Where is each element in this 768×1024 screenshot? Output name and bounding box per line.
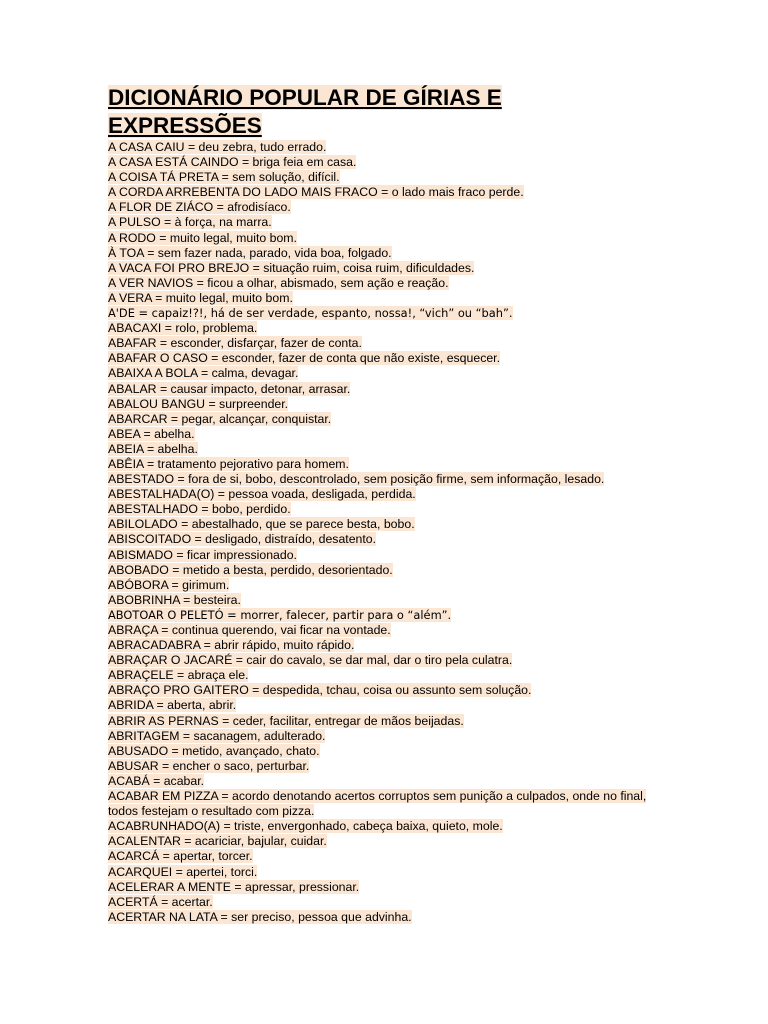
- entry: ABAIXA A BOLA = calma, devagar.: [108, 366, 299, 381]
- entry: ACABÁ = acabar.: [108, 773, 205, 788]
- entry: ABUSAR = encher o saco, perturbar.: [108, 758, 310, 773]
- entry: A VACA FOI PRO BREJO = situação ruim, coisa ruim, dificuldades.: [108, 260, 475, 275]
- entry: A CASA ESTÁ CAINDO = briga feia em casa.: [108, 155, 357, 170]
- entry: ABALAR = causar impacto, detonar, arrasar.: [108, 381, 351, 396]
- entry: ABÓBORA = girimum.: [108, 577, 230, 592]
- entry: ACARQUEI = apertei, torci.: [108, 864, 258, 879]
- entry: ABRAÇELE = abraça ele.: [108, 668, 249, 683]
- entry: A'DE = capaiz!?!, há de ser verdade, espanto, nossa!, “vich” ou “bah”.: [108, 306, 513, 321]
- entry: ACERTÁ = acertar.: [108, 894, 213, 909]
- entry-list: [108, 140, 668, 925]
- entry: ABAFAR = esconder, disfarçar, fazer de conta.: [108, 336, 362, 351]
- entry: ABRIDA = aberta, abrir.: [108, 698, 237, 713]
- entry: A CORDA ARREBENTA DO LADO MAIS FRACO = o lado mais fraco perde.: [108, 185, 524, 200]
- entry: ABOTOAR O PELETÓ = morrer, falecer, partir para o “além”.: [108, 607, 452, 622]
- entry: ABRAÇA = continua querendo, vai ficar na vontade.: [108, 623, 391, 637]
- entry: ABESTADO = fora de si, bobo, descontrolado, sem posição firme, sem informação, lesado.: [108, 472, 605, 487]
- entry: A VER NAVIOS = ficou a olhar, abismado, sem ação e reação.: [108, 275, 449, 290]
- entry: ABAFAR O CASO = esconder, fazer de conta que não existe, esquecer.: [108, 351, 501, 366]
- entry: ABOBADO = metido a besta, perdido, desorientado.: [108, 562, 393, 577]
- entry: ACELERAR A MENTE = apressar, pressionar.: [108, 879, 360, 894]
- entry: A PULSO = à força, na marra.: [108, 215, 272, 230]
- entry: ABISMADO = ficar impressionado.: [108, 547, 297, 562]
- entry: A CASA CAIU = deu zebra, tudo errado.: [108, 140, 327, 154]
- entry: ABRACADABRA = abrir rápido, muito rápido.: [108, 638, 355, 653]
- entry: ABALOU BANGU = surpreender.: [108, 396, 289, 411]
- entry: ABISCOITADO = desligado, distraído, desatento.: [108, 532, 377, 547]
- entry: ABRITAGEM = sacanagem, adulterado.: [108, 728, 326, 743]
- entry: ABOBRINHA = besteira.: [108, 592, 241, 607]
- entry: ABEIA = abelha.: [108, 441, 198, 456]
- entry: ABESTALHADA(O) = pessoa voada, desligada, perdida.: [108, 487, 416, 502]
- title-line-2: EXPRESSÕES: [108, 113, 262, 138]
- entry: ACERTAR NA LATA = ser preciso, pessoa que advinha.: [108, 909, 412, 924]
- entry: ABUSADO = metido, avançado, chato.: [108, 743, 320, 758]
- entry: ABÊIA = tratamento pejorativo para homem.: [108, 456, 349, 471]
- title-line-1: DICIONÁRIO POPULAR DE GÍRIAS E: [108, 85, 502, 110]
- entry: A VERA = muito legal, muito bom.: [108, 290, 293, 305]
- entry: ACABRUNHADO(A) = triste, envergonhado, cabeça baixa, quieto, mole.: [108, 819, 503, 834]
- entry: ABACAXI = rolo, problema.: [108, 321, 258, 336]
- entry: ABEA = abelha.: [108, 426, 195, 441]
- entry: ABRAÇO PRO GAITERO = despedida, tchau, coisa ou assunto sem solução.: [108, 683, 532, 698]
- document-title: [108, 84, 668, 140]
- entry: ACARCÁ = apertar, torcer.: [108, 849, 253, 864]
- entry: ACABAR EM PIZZA = acordo denotando acertos corruptos sem punição a culpados, onde no final, todos festejam o resultado com pizza.: [108, 789, 647, 819]
- entry: ABILOLADO = abestalhado, que se parece besta, bobo.: [108, 517, 415, 532]
- entry: À TOA = sem fazer nada, parado, vida boa, folgado.: [108, 245, 392, 260]
- entry: ABARCAR = pegar, alcançar, conquistar.: [108, 411, 332, 426]
- entry: ABESTALHADO = bobo, perdido.: [108, 502, 291, 517]
- entry: ABRAÇAR O JACARÉ = cair do cavalo, se dar mal, dar o tiro pela culatra.: [108, 653, 513, 668]
- entry: A RODO = muito legal, muito bom.: [108, 230, 297, 245]
- entry: A COISA TÁ PRETA = sem solução, difícil.: [108, 170, 340, 185]
- entry: ABRIR AS PERNAS = ceder, facilitar, entregar de mãos beijadas.: [108, 713, 464, 728]
- entry: A FLOR DE ZIÁCO = afrodisíaco.: [108, 200, 291, 215]
- entry: ACALENTAR = acariciar, bajular, cuidar.: [108, 834, 327, 849]
- document-page: [108, 84, 668, 925]
